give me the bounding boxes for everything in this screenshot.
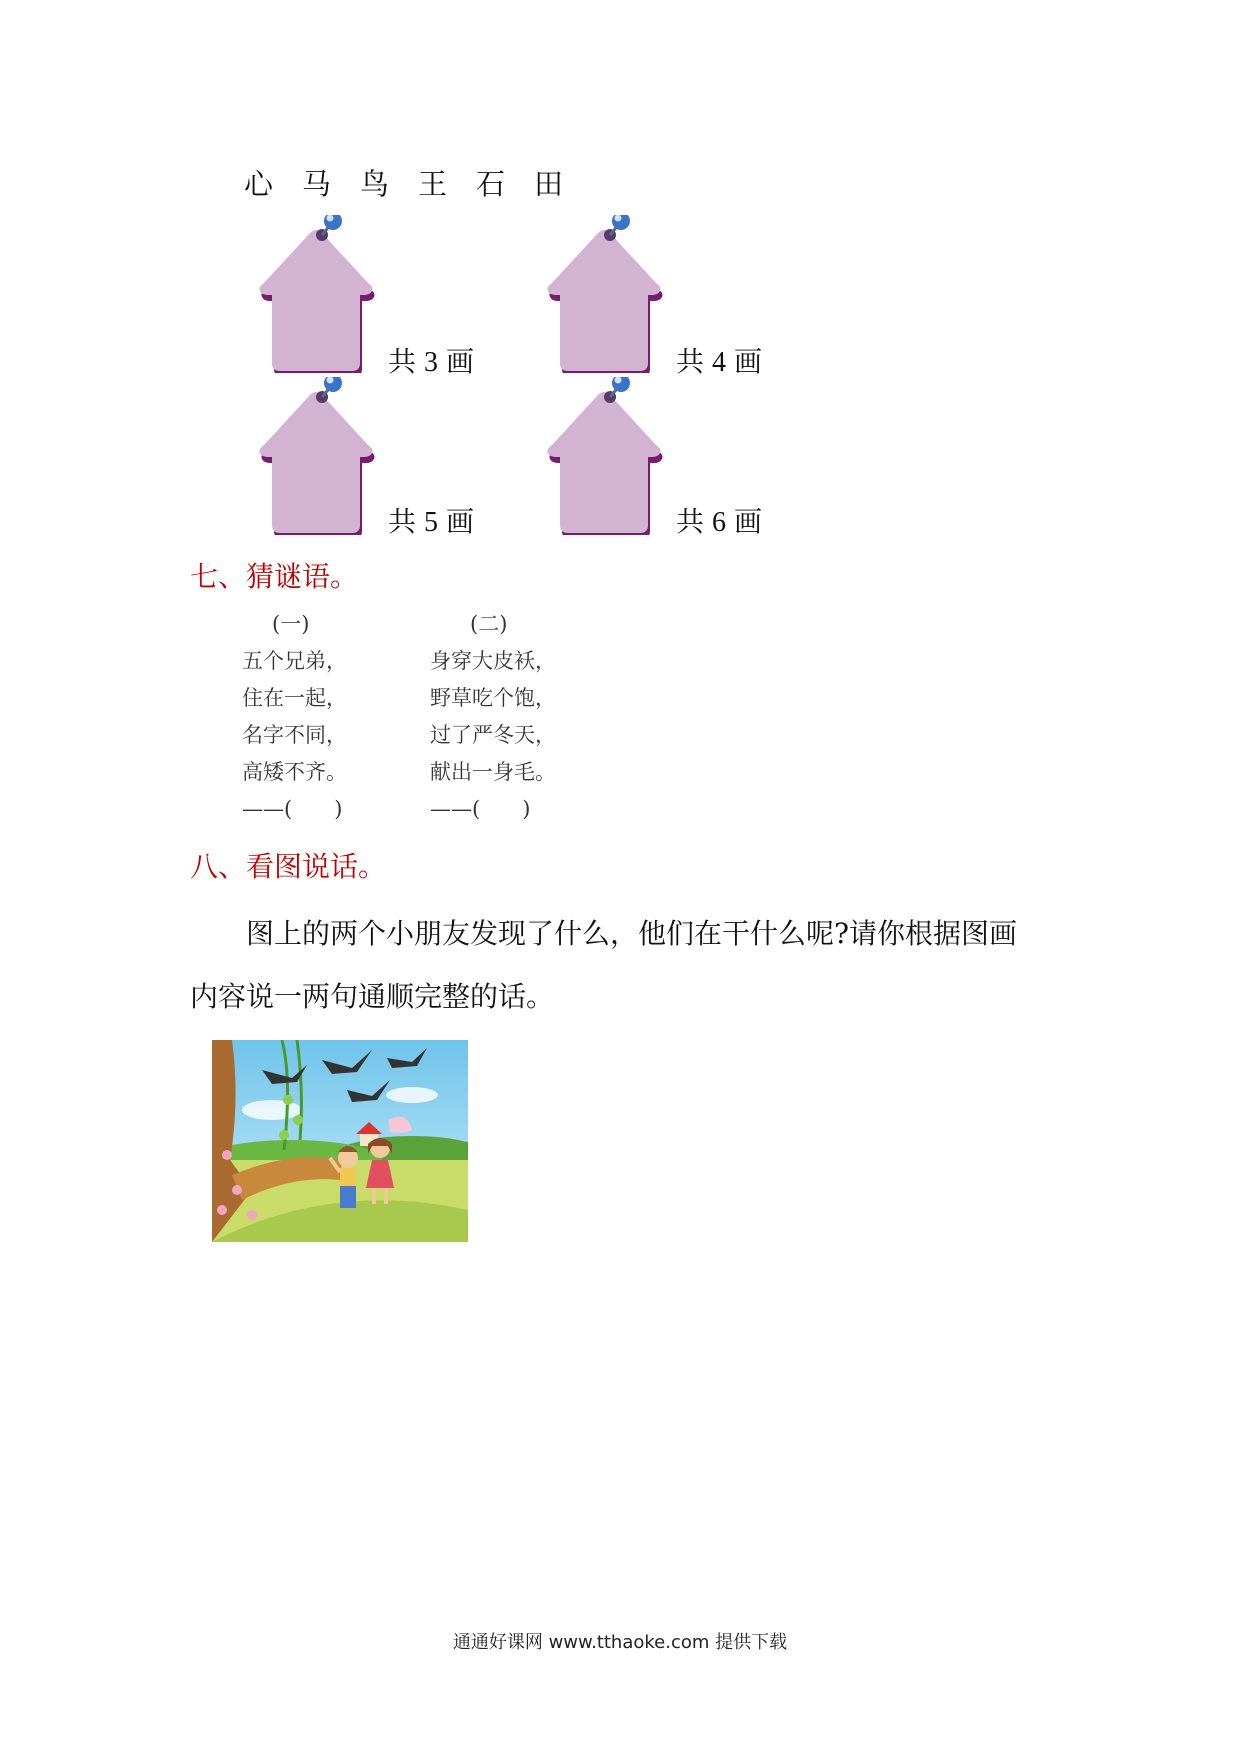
stroke-count-4: [676, 500, 762, 540]
house-card-2: [528, 215, 680, 377]
scene-image: [212, 1040, 468, 1242]
riddle-line: 住在一起，: [242, 686, 347, 710]
riddle-label: (一): [272, 612, 310, 636]
count-prefix: 共: [388, 505, 417, 538]
character: 石: [476, 167, 506, 201]
riddle-line: 高矮不齐。: [242, 760, 347, 784]
stroke-count-2: [676, 340, 762, 380]
riddle-line: 献出一身毛。: [430, 760, 556, 784]
footer-credit: 通通好课网 www.tthaoke.com 提供下载: [452, 1632, 788, 1653]
character: 马: [302, 167, 332, 201]
character: 王: [418, 167, 448, 201]
character-list: [244, 162, 592, 203]
riddle-label: (二): [470, 612, 508, 636]
count-number: 6: [712, 507, 727, 538]
section-heading-picture-talk: 八、看图说话。: [190, 850, 387, 883]
instruction-line-2: 内容说一两句通顺完整的话。: [190, 980, 555, 1013]
count-prefix: 共: [388, 345, 417, 378]
illustration-kids-swallows: [212, 1040, 468, 1246]
house-icon: [528, 215, 680, 373]
character: 鸟: [360, 167, 390, 201]
riddle-line: 五个兄弟，: [242, 649, 347, 673]
house-card-1: [240, 215, 392, 377]
riddle-answer[interactable]: ——( ): [430, 797, 531, 821]
count-suffix: 画: [734, 505, 763, 538]
count-suffix: 画: [446, 345, 475, 378]
riddle-2: [430, 606, 556, 828]
count-suffix: 画: [734, 345, 763, 378]
section-heading-riddles: 七、猜谜语。: [190, 560, 359, 593]
house-icon: [240, 215, 392, 373]
count-suffix: 画: [446, 505, 475, 538]
house-card-4: [528, 377, 680, 539]
character: 田: [534, 167, 564, 201]
riddle-line: 野草吃个饱，: [430, 686, 556, 710]
house-icon: [240, 377, 392, 535]
riddle-1: [242, 606, 347, 828]
house-icon: [528, 377, 680, 535]
count-prefix: 共: [676, 505, 705, 538]
riddle-answer[interactable]: ——( ): [242, 797, 343, 821]
count-number: 4: [712, 347, 727, 378]
stroke-count-3: [388, 500, 474, 540]
house-card-3: [240, 377, 392, 539]
count-number: 3: [424, 347, 439, 378]
riddle-line: 身穿大皮袄，: [430, 649, 556, 673]
instruction-line-1: 图上的两个小朋友发现了什么，他们在干什么呢?请你根据图画: [246, 917, 1018, 950]
character: 心: [244, 167, 274, 201]
riddle-line: 过了严冬天，: [430, 723, 556, 747]
count-number: 5: [424, 507, 439, 538]
stroke-count-1: [388, 340, 474, 380]
riddle-line: 名字不同，: [242, 723, 347, 747]
count-prefix: 共: [676, 345, 705, 378]
